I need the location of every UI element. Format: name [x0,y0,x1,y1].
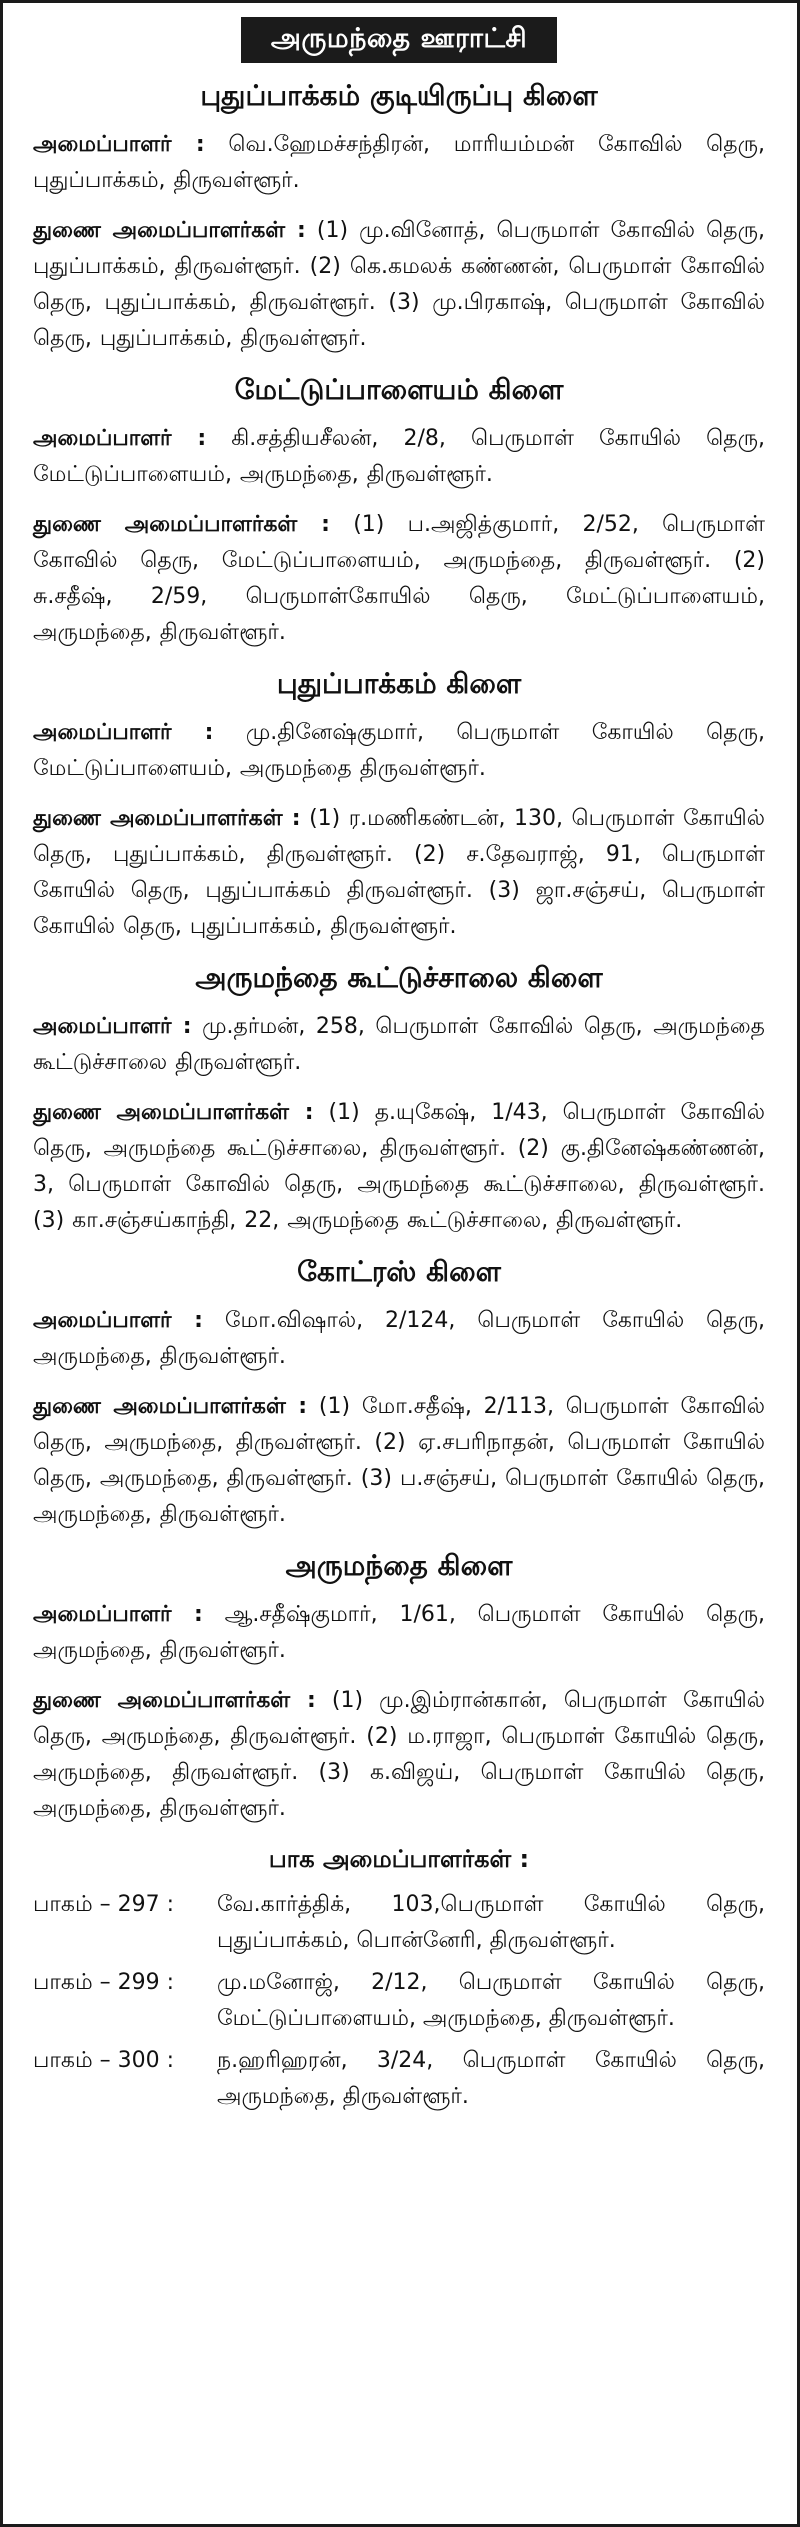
organiser-text: மு.தர்மன், 258, பெருமாள் கோவில் தெரு, அருமந்தை கூட்டுச்சாலை திருவள்ளூர். [33,1014,765,1075]
organiser-entry [33,127,765,199]
organiser-text: வெ.ஹேமச்சந்திரன், மாரியம்மன் கோவில் தெரு, புதுப்பாக்கம், திருவள்ளூர். [33,132,766,193]
deputy-label: துணை அமைப்பாளர்கள் : [33,218,306,243]
deputy-entry [33,1095,765,1239]
banner-wrap [33,17,765,63]
deputy-label: துணை அமைப்பாளர்கள் : [33,1100,314,1125]
organiser-entry [33,1303,765,1375]
deputy-text: (1) மு.வினோத், பெருமாள் கோவில் தெரு, புதுப்பாக்கம், திருவள்ளூர். (2) கெ.கமலக் கண்ணன், பெருமாள் கோவில் தெரு, புதுப்பாக்கம், திருவள்ளூர். (3) மு.பிரகாஷ், பெருமாள் கோவில் தெரு, புதுப்பாக்கம், திருவள்ளூர். [33,218,765,351]
branch-section [33,371,765,651]
deputy-label: துணை அமைப்பாளர்கள் : [33,1688,316,1713]
organiser-label: அமைப்பாளர் : [33,132,205,157]
branch-section [33,665,765,945]
branch-section [33,1253,765,1533]
organiser-label: அமைப்பாளர் : [33,1602,203,1627]
booth-row [33,1887,765,1959]
deputy-entry [33,1683,765,1827]
deputy-label: துணை அமைப்பாளர்கள் : [33,806,301,831]
booth-text: வே.கார்த்திக், 103,பெருமாள் கோயில் தெரு, புதுப்பாக்கம், பொன்னேரி, திருவள்ளூர். [217,1892,765,1953]
organiser-entry [33,1009,765,1081]
booth-text: மு.மனோஜ், 2/12, பெருமாள் கோயில் தெரு, மேட்டுப்பாளையம், அருமந்தை, திருவள்ளூர். [217,1970,765,2031]
deputy-text: (1) ப.அஜித்குமார், 2/52, பெருமாள் கோவில் தெரு, மேட்டுப்பாளையம், அருமந்தை, திருவள்ளூர். (2) சு.சதீஷ், 2/59, பெருமாள்கோயில் தெரு, மேட்டுப்பாளையம், அருமந்தை, திருவள்ளூர். [33,512,766,645]
organiser-entry [33,1597,765,1669]
deputy-text: (1) த.யுகேஷ், 1/43, பெருமாள் கோவில் தெரு, அருமந்தை கூட்டுச்சாலை, திருவள்ளூர். (2) கு.தினேஷ்கண்ணன், 3, பெருமாள் கோவில் தெரு, அருமந்தை கூட்டுச்சாலை, திருவள்ளூர். (3) கா.சஞ்சய்காந்தி, 22, அருமந்தை கூட்டுச்சாலை, திருவள்ளூர். [33,1100,766,1233]
organiser-entry [33,715,765,787]
booth-row [33,1965,765,2037]
branch-title: மேட்டுப்பாளையம் கிளை [234,373,564,406]
organiser-label: அமைப்பாளர் : [33,720,214,745]
branch-section [33,1547,765,1827]
organiser-text: ஆ.சதீஷ்குமார், 1/61, பெருமாள் கோயில் தெரு, அருமந்தை, திருவள்ளூர். [33,1602,766,1663]
deputy-entry [33,1389,765,1533]
booth-label: பாகம் – 300 : [33,2048,175,2073]
booth-label: பாகம் – 297 : [33,1892,175,1917]
deputy-text: (1) மு.இம்ரான்கான், பெருமாள் கோயில் தெரு, அருமந்தை, திருவள்ளூர். (2) ம.ராஜா, பெருமாள் கோயில் தெரு, அருமந்தை, திருவள்ளூர். (3) க.விஜய், பெருமாள் கோயில் தெரு, அருமந்தை, திருவள்ளூர். [33,1688,765,1821]
branch-section [33,77,765,357]
deputy-text: (1) ர.மணிகண்டன், 130, பெருமாள் கோயில் தெரு, புதுப்பாக்கம், திருவள்ளூர். (2) ச.தேவராஜ், 91, பெருமாள் கோயில் தெரு, புதுப்பாக்கம் திருவள்ளூர். (3) ஜா.சஞ்சய், பெருமாள் கோயில் தெரு, புதுப்பாக்கம், திருவள்ளூர். [33,806,766,939]
organiser-text: மு.தினேஷ்குமார், பெருமாள் கோயில் தெரு, மேட்டுப்பாளையம், அருமந்தை திருவள்ளூர். [33,720,766,781]
organiser-text: மோ.விஷால், 2/124, பெருமாள் கோயில் தெரு, அருமந்தை, திருவள்ளூர். [33,1308,765,1369]
panchayat-banner: அருமந்தை ஊராட்சி [241,17,557,63]
branch-title: கோட்ரஸ் கிளை [297,1255,501,1288]
booth-section [33,1841,765,2115]
deputy-label: துணை அமைப்பாளர்கள் : [33,512,330,537]
booth-row [33,2043,765,2115]
branch-title: புதுப்பாக்கம் கிளை [276,667,522,700]
organiser-text: கி.சத்தியசீலன், 2/8, பெருமாள் கோயில் தெரு, மேட்டுப்பாளையம், அருமந்தை, திருவள்ளூர். [33,426,766,487]
branch-title: புதுப்பாக்கம் குடியிருப்பு கிளை [200,79,598,112]
branch-title: அருமந்தை கிளை [285,1549,513,1582]
deputy-entry [33,507,765,651]
booth-label: பாகம் – 299 : [33,1970,175,1995]
organiser-label: அமைப்பாளர் : [33,1014,192,1039]
deputy-entry [33,801,765,945]
booth-title: பாக அமைப்பாளர்கள் : [268,1845,530,1873]
branch-section [33,959,765,1239]
deputy-label: துணை அமைப்பாளர்கள் : [33,1394,308,1419]
deputy-entry [33,213,765,357]
deputy-text: (1) மோ.சதீஷ், 2/113, பெருமாள் கோவில் தெரு, அருமந்தை, திருவள்ளூர். (2) ஏ.சபரிநாதன், பெருமாள் கோயில் தெரு, அருமந்தை, திருவள்ளூர். (3) ப.சஞ்சய், பெருமாள் கோயில் தெரு, அருமந்தை, திருவள்ளூர். [33,1394,766,1527]
organiser-label: அமைப்பாளர் : [33,1308,203,1333]
organiser-entry [33,421,765,493]
branch-title: அருமந்தை கூட்டுச்சாலை கிளை [195,961,603,994]
organiser-label: அமைப்பாளர் : [33,426,207,451]
booth-text: ந.ஹரிஹரன், 3/24, பெருமாள் கோயில் தெரு, அருமந்தை, திருவள்ளூர். [217,2048,765,2109]
